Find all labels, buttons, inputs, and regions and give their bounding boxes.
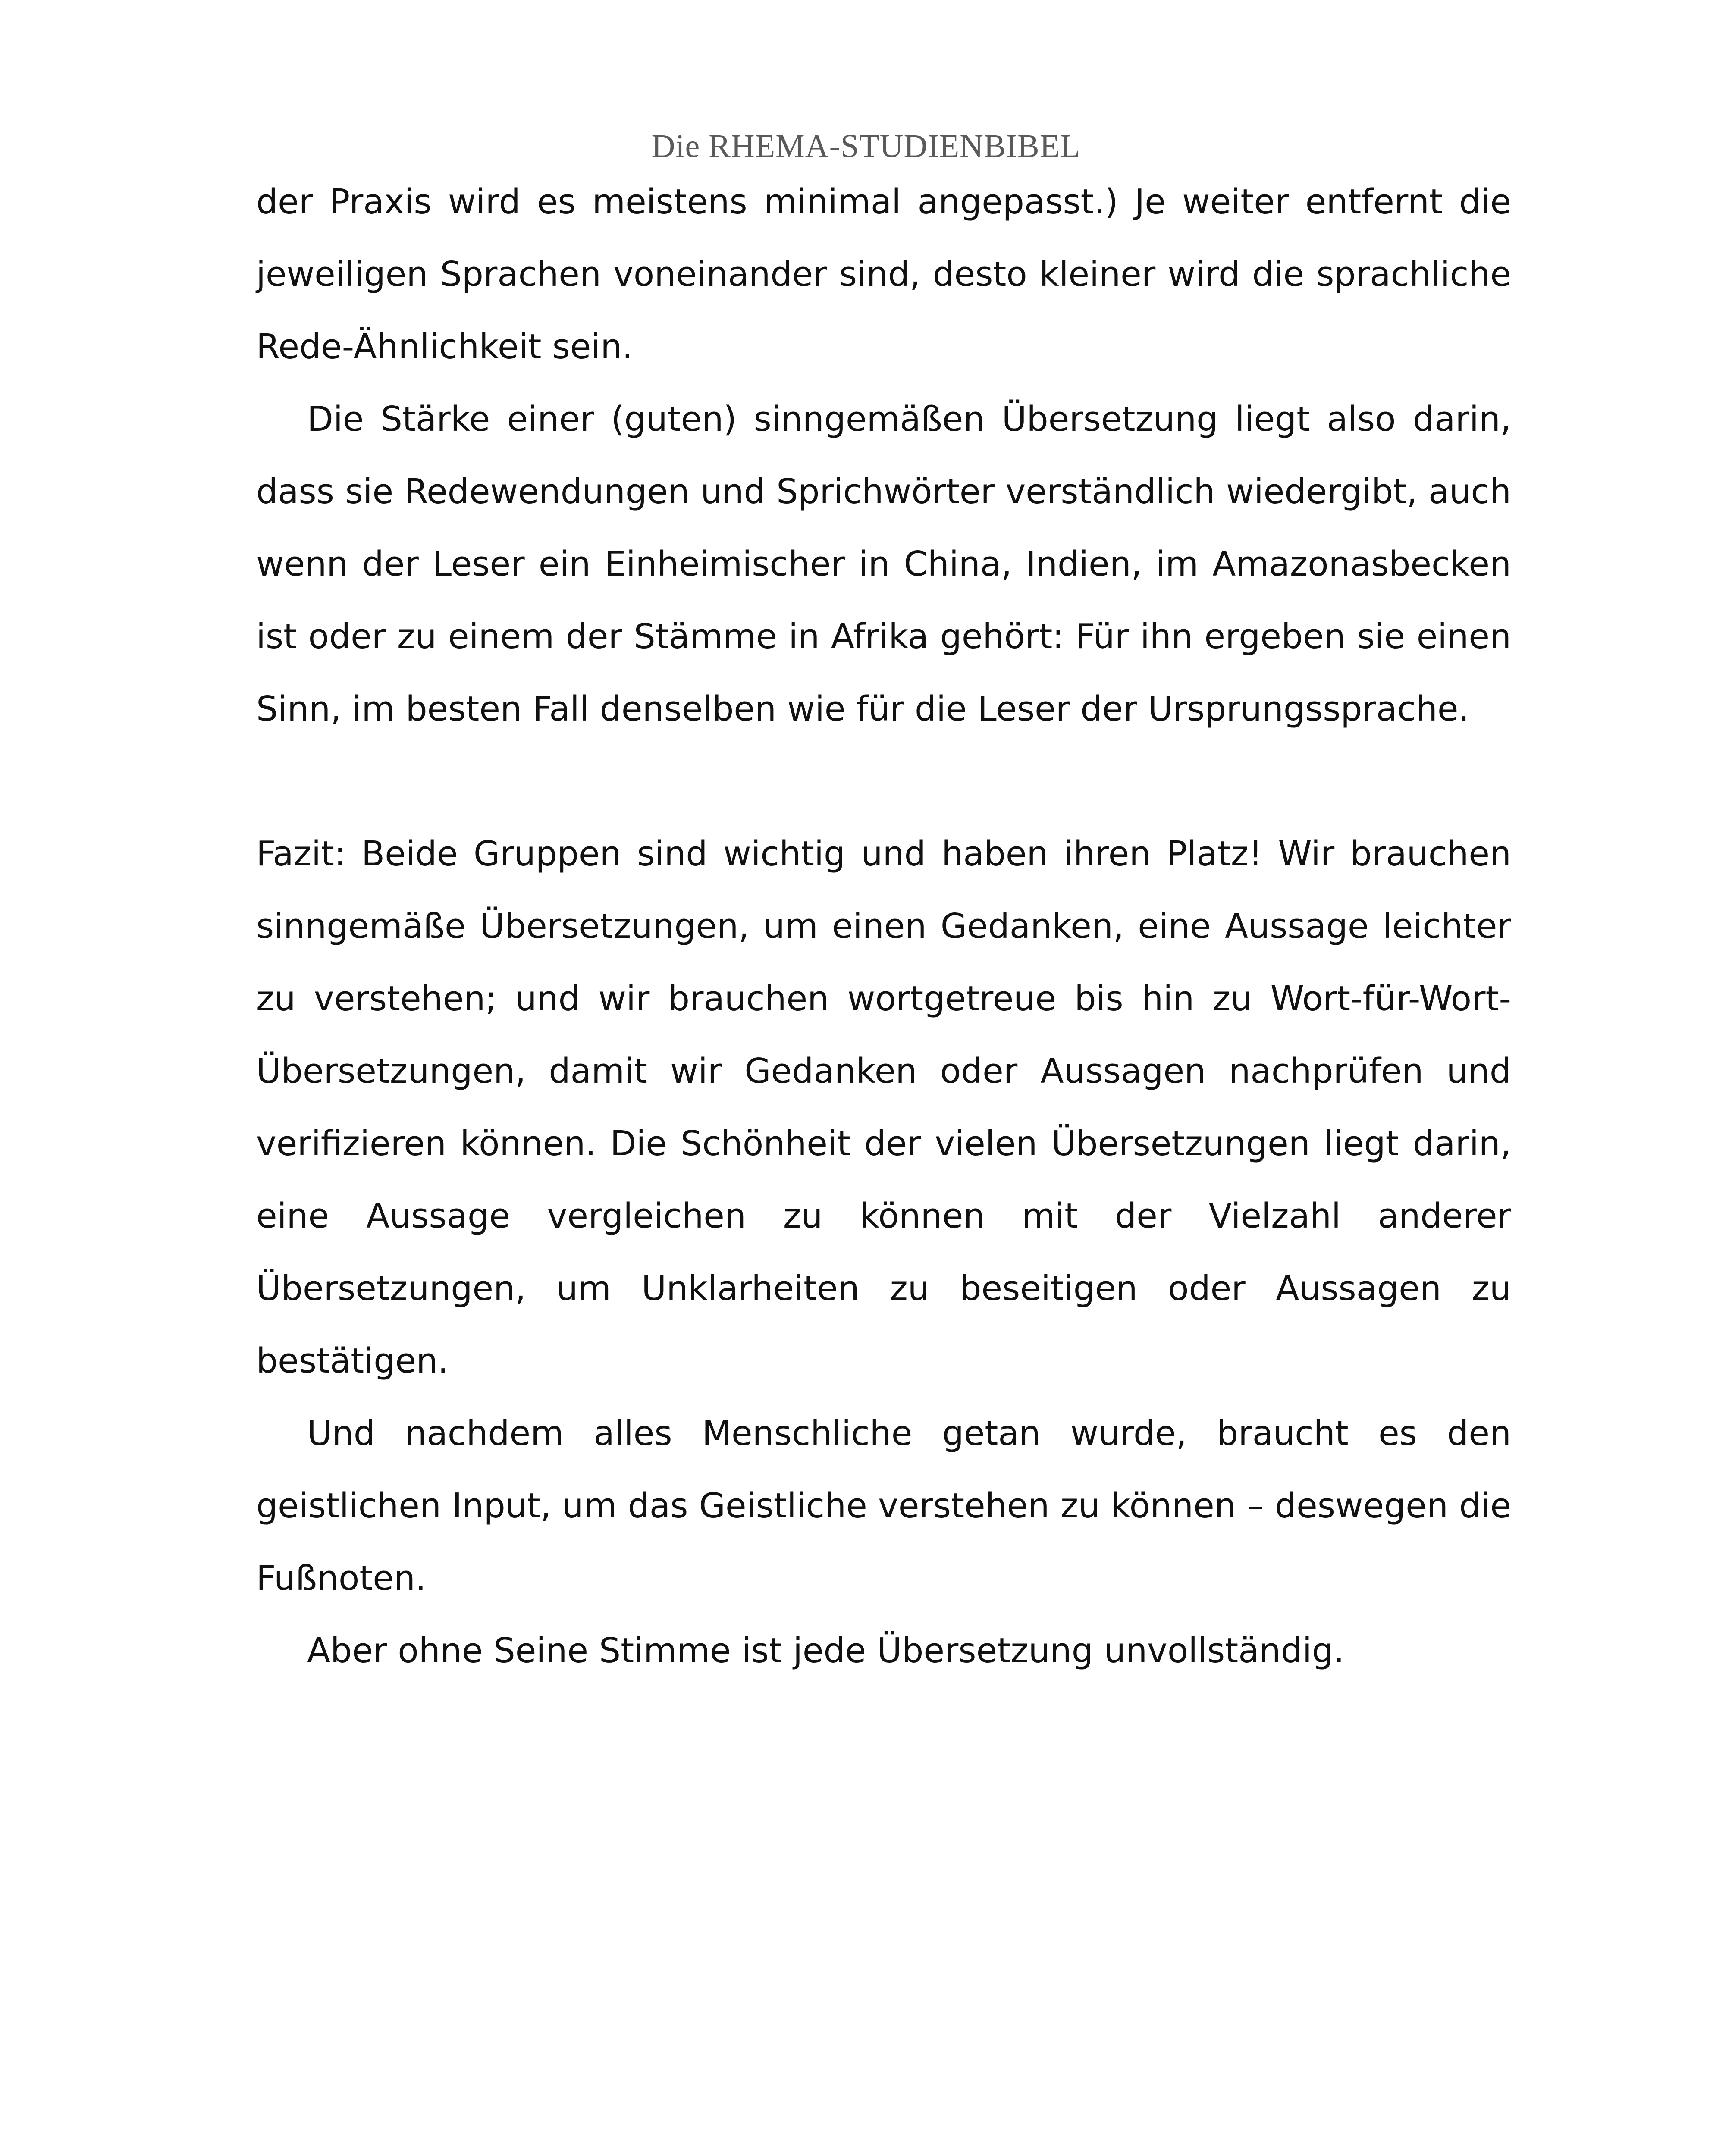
paragraph-conclusion: Fazit: Beide Gruppen sind wichtig und haben ihren Platz! Wir brauchen sinngemäße Übersetzungen, um einen Gedanken, eine Aussage leichter zu verstehen; und wir brauchen wortgetreue bis hin zu Wort-für-Wort-Übersetzungen, damit wir Gedanken oder Aussagen nachprüfen und verifizieren können. Die Schönheit der vielen Übersetzungen liegt darin, eine Aussage vergleichen zu können mit der Vielzahl anderer Übersetzungen, um Unklarheiten zu beseitigen oder Aussagen zu bestätigen. bbox=[256, 834, 1511, 1381]
running-header: Die RHEMA-STUDIENBIBEL bbox=[651, 128, 1081, 164]
paragraph-spiritual-input: Und nachdem alles Menschliche getan wurde, braucht es den geistlichen Input, um das Geistliche verstehen zu können – deswegen die Fußnoten. bbox=[256, 1413, 1511, 1598]
body-text bbox=[256, 166, 1511, 1687]
paragraph-continuation: der Praxis wird es meistens minimal angepasst.) Je weiter entfernt die jeweiligen Sprachen voneinander sind, desto kleiner wird die sprachliche Rede-Ähnlichkeit sein. bbox=[256, 182, 1511, 367]
paragraph-strength: Die Stärke einer (guten) sinngemäßen Übersetzung liegt also darin, dass sie Redewendungen und Sprichwörter verständlich wiedergibt, auch wenn der Leser ein Einheimischer in China, Indien, im Amazonasbecken ist oder zu einem der Stämme in Afrika gehört: Für ihn ergeben sie einen Sinn, im besten Fall denselben wie für die Leser der Ursprungssprache. bbox=[256, 399, 1511, 729]
paragraph-closing: Aber ohne Seine Stimme ist jede Übersetzung unvollständig. bbox=[307, 1631, 1345, 1670]
